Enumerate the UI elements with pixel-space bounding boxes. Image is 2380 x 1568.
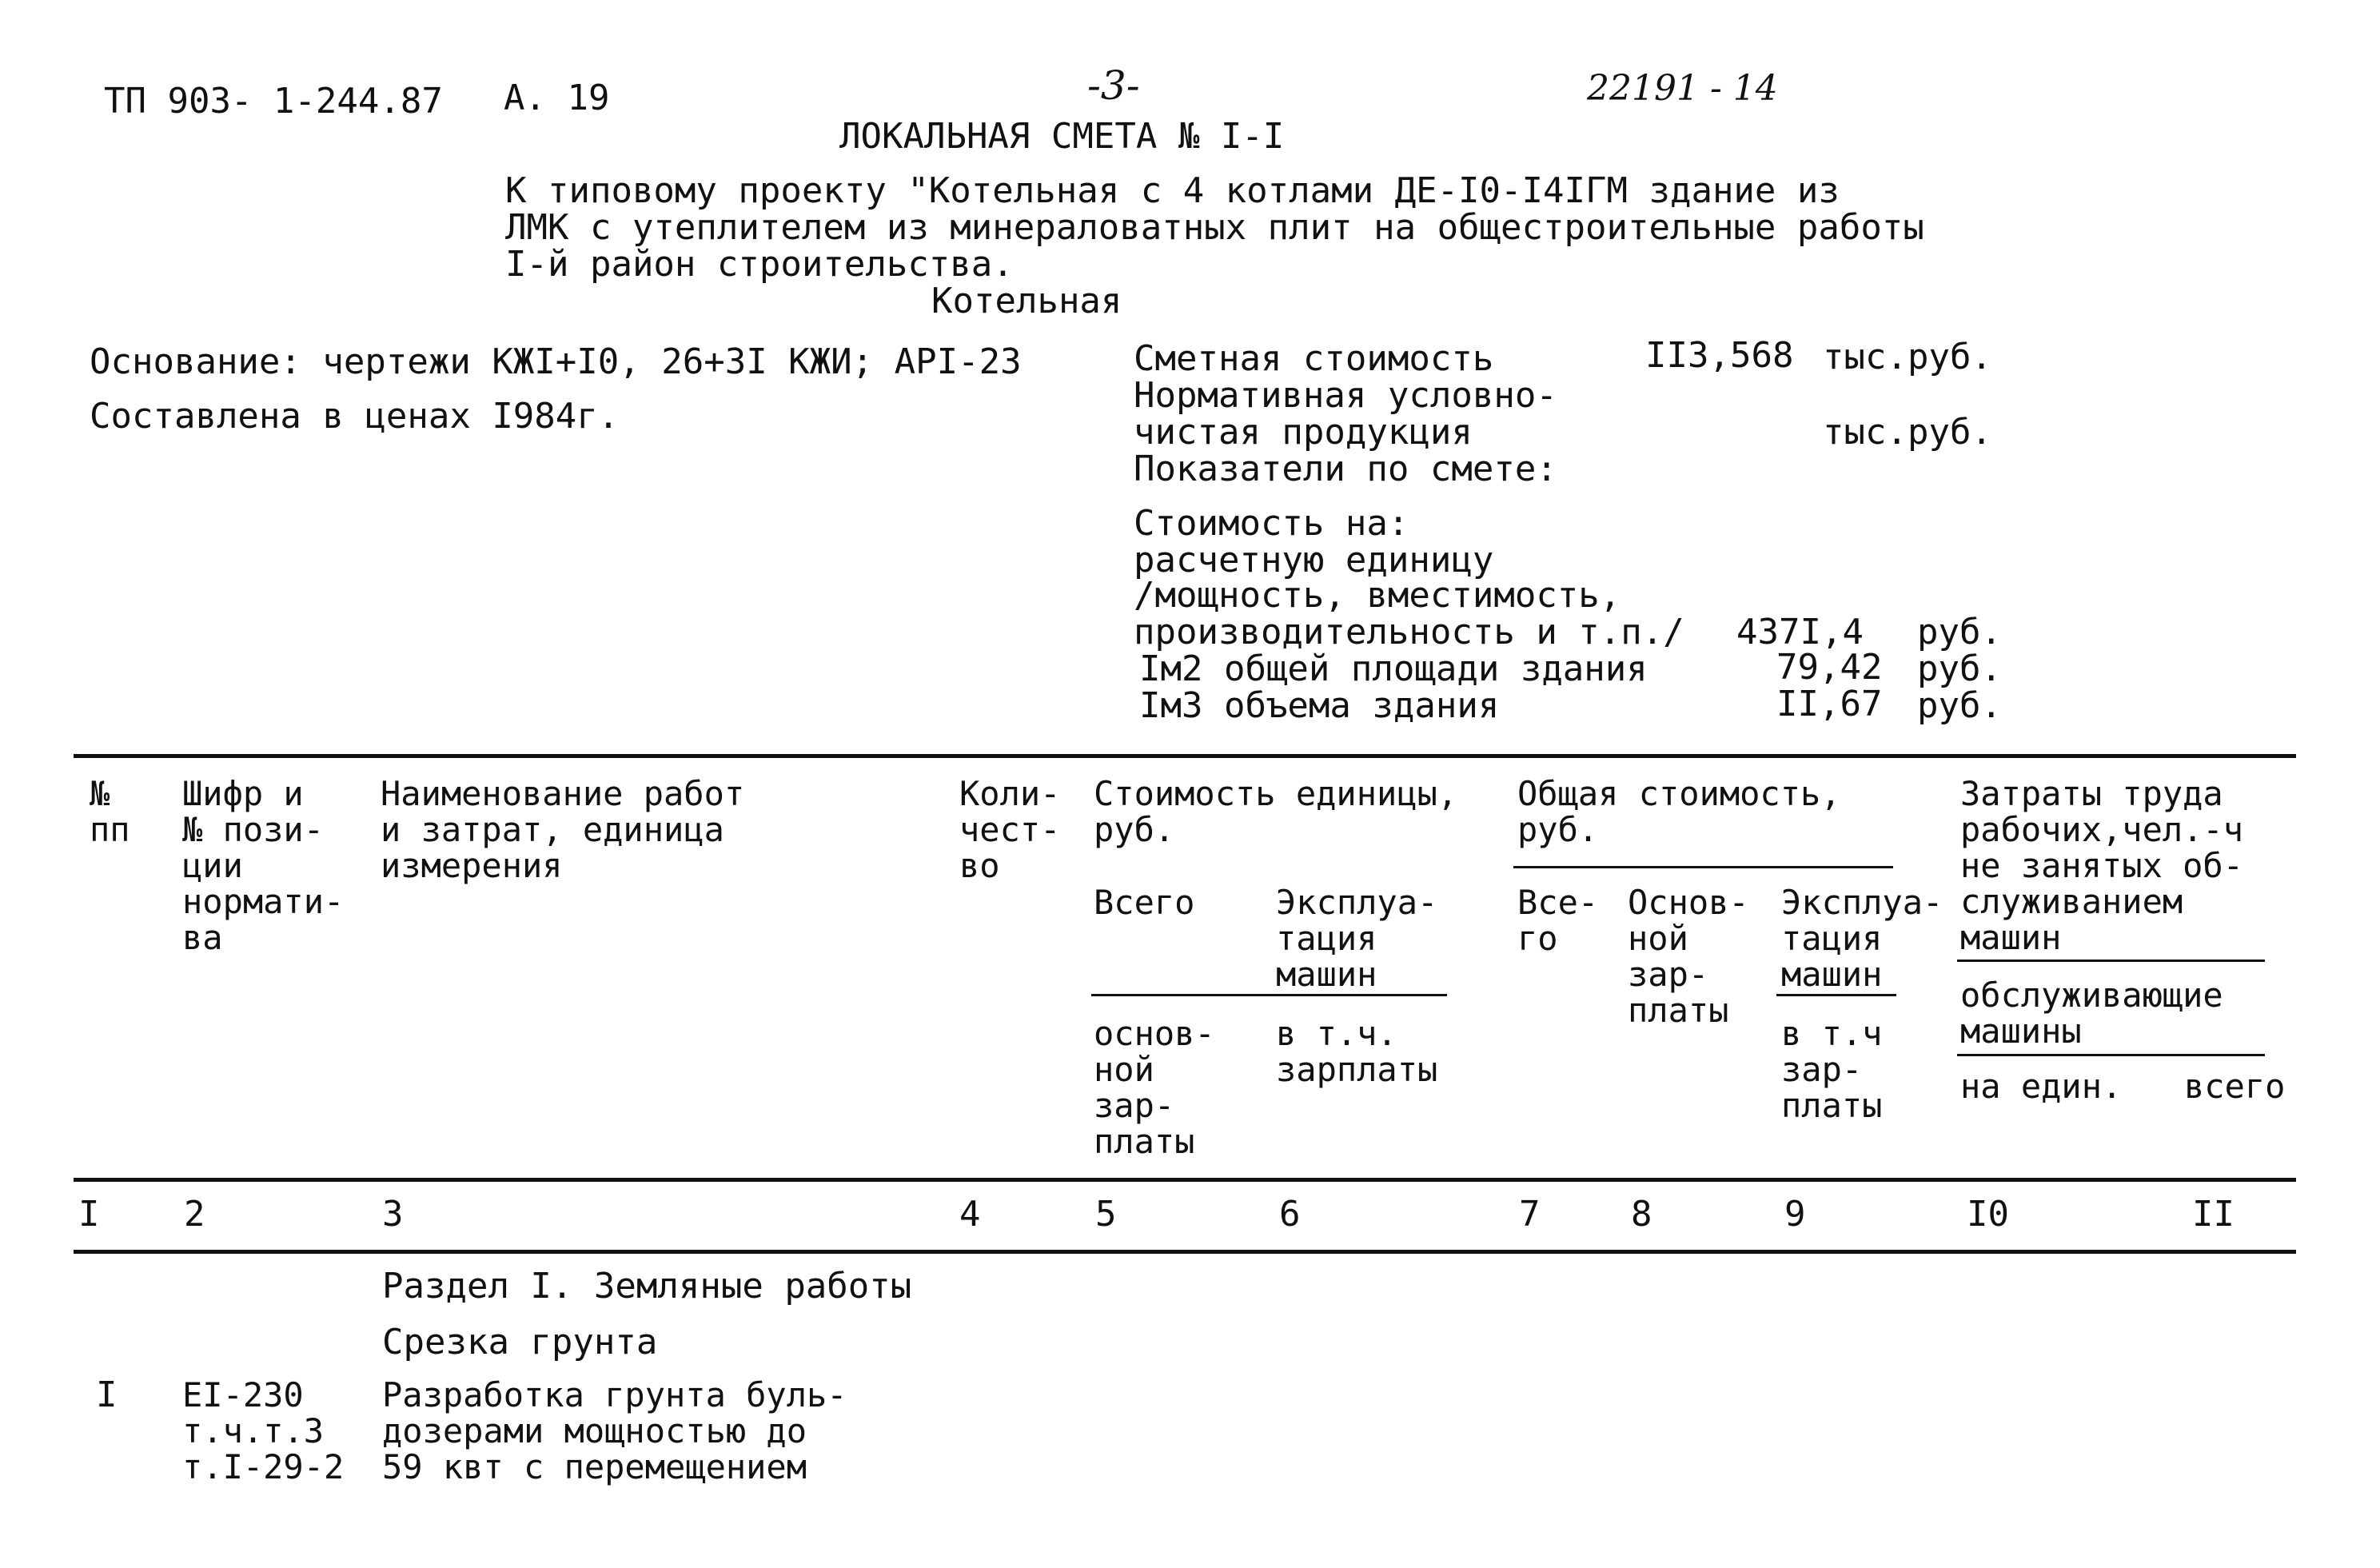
cost-per-line-1: расчетную единицу (1134, 540, 1494, 581)
cost-per-unit-value: 437I,4 (1736, 612, 1864, 652)
col-number-2: 2 (184, 1194, 205, 1235)
cost-per-unit-unit: руб. (1917, 612, 2002, 652)
subsection-heading: Срезка грунта (382, 1322, 658, 1363)
estimated-cost-value: II3,568 (1645, 335, 1794, 376)
estimate-title: ЛОКАЛЬНАЯ СМЕТА № I-I (839, 116, 1285, 157)
cost-per-line-2: /мощность, вместимость, (1134, 575, 1621, 616)
col-number-11: II (2192, 1194, 2234, 1235)
col-number-9: 9 (1784, 1194, 1806, 1235)
col-number-6: 6 (1279, 1194, 1301, 1235)
labor-divider-1 (1957, 960, 2265, 962)
col-header-total-machine-wage: в т.ч зар- платы (1781, 1014, 1883, 1125)
labor-divider-2 (1957, 1054, 2265, 1056)
col-header-total: всего (2184, 1067, 2286, 1106)
project-line-2: ЛМК с утеплителем из минераловатных плит на общестроительные работы (505, 207, 1924, 248)
col-header-total-cost: Общая стоимость, руб. (1517, 774, 1841, 849)
col-number-7: 7 (1519, 1194, 1541, 1235)
project-line-1: К типовому проекту "Котельная с 4 котлами ДЕ-I0-I4IГМ здание из (505, 170, 1840, 211)
col-header-per-unit: на един. (1960, 1067, 2123, 1106)
section-heading: Раздел I. Земляные работы (382, 1266, 912, 1307)
estimated-cost-unit: тыс.руб. (1823, 337, 1992, 377)
basis-drawings: Основание: чертежи КЖI+I0, 26+3I КЖИ; АРI-23 (90, 341, 1022, 382)
machine-cost-divider (1776, 994, 1896, 996)
col-header-unit-total: Всего (1094, 883, 1195, 922)
col-header-labor-service: обслуживающие машины (1960, 976, 2223, 1051)
col-header-code: Шифр и № пози- ции нормати- ва (182, 774, 345, 957)
project-code: ТП 903- 1-244.87 (104, 81, 443, 122)
cost-per-line-3: производительность и т.п./ (1134, 612, 1684, 652)
col-header-unit-machines: Эксплуа- тация машин (1276, 883, 1438, 994)
column-number-rule (74, 1250, 2296, 1254)
col-header-total-machines: Эксплуа- тация машин (1781, 883, 1943, 994)
col-header-number: № пп (90, 774, 130, 849)
col-number-10: I0 (1967, 1194, 2009, 1235)
col-number-5: 5 (1095, 1194, 1117, 1235)
col-number-8: 8 (1631, 1194, 1652, 1235)
cost-per-label: Стоимость на: (1134, 503, 1409, 544)
volume-cost-value: II,67 (1776, 684, 1883, 724)
unit-cost-divider (1091, 994, 1447, 996)
area-cost-unit: руб. (1917, 648, 2002, 689)
normative-unit: тыс.руб. (1823, 412, 1992, 453)
col-header-total-all: Все- го (1517, 883, 1599, 958)
col-header-name: Наименование работ и затрат, единица измерения (381, 774, 745, 885)
total-cost-divider (1513, 866, 1893, 868)
col-header-quantity: Коли- чест- во (959, 774, 1061, 885)
col-number-3: 3 (382, 1194, 404, 1235)
area-cost-value: 79,42 (1776, 647, 1883, 688)
col-number-4: 4 (959, 1194, 981, 1235)
volume-cost-unit: руб. (1917, 685, 2002, 726)
album-number: А. 19 (504, 78, 610, 118)
row-1-number: I (96, 1374, 118, 1415)
volume-cost-label: Iм3 объема здания (1139, 685, 1500, 726)
estimated-cost-label: Сметная стоимость (1134, 338, 1494, 379)
project-line-3: I-й район строительства. (505, 244, 1014, 285)
col-header-total-base-wage: Основ- ной зар- платы (1628, 883, 1749, 1030)
col-header-unit-machine-wage: в т.ч. зарплаты (1276, 1014, 1438, 1089)
col-header-unit-cost: Стоимость единицы, руб. (1094, 774, 1458, 849)
document-number: 22191 - 14 (1587, 68, 1778, 109)
indicators-label: Показатели по смете: (1134, 449, 1557, 489)
col-number-1: I (78, 1194, 100, 1235)
price-basis: Составлена в ценах I984г. (90, 396, 620, 437)
header-bottom-rule (74, 1178, 2296, 1182)
col-header-unit-base-wage: основ- ной зар- платы (1094, 1014, 1215, 1161)
row-1-code: EI-230 т.ч.т.3 т.I-29-2 (182, 1375, 345, 1486)
normative-label-2: чистая продукция (1134, 412, 1473, 453)
row-1-name: Разработка грунта буль- дозерами мощностью до 59 квт с перемещением (382, 1375, 847, 1486)
page-number: -3- (1087, 62, 1140, 109)
object-name: Котельная (931, 281, 1122, 321)
area-cost-label: Iм2 общей площади здания (1139, 648, 1648, 689)
col-header-labor: Затраты труда рабочих,чел.-ч не занятых об- служиванием машин (1960, 774, 2244, 957)
table-top-rule (74, 754, 2296, 758)
normative-label-1: Нормативная условно- (1134, 375, 1557, 416)
